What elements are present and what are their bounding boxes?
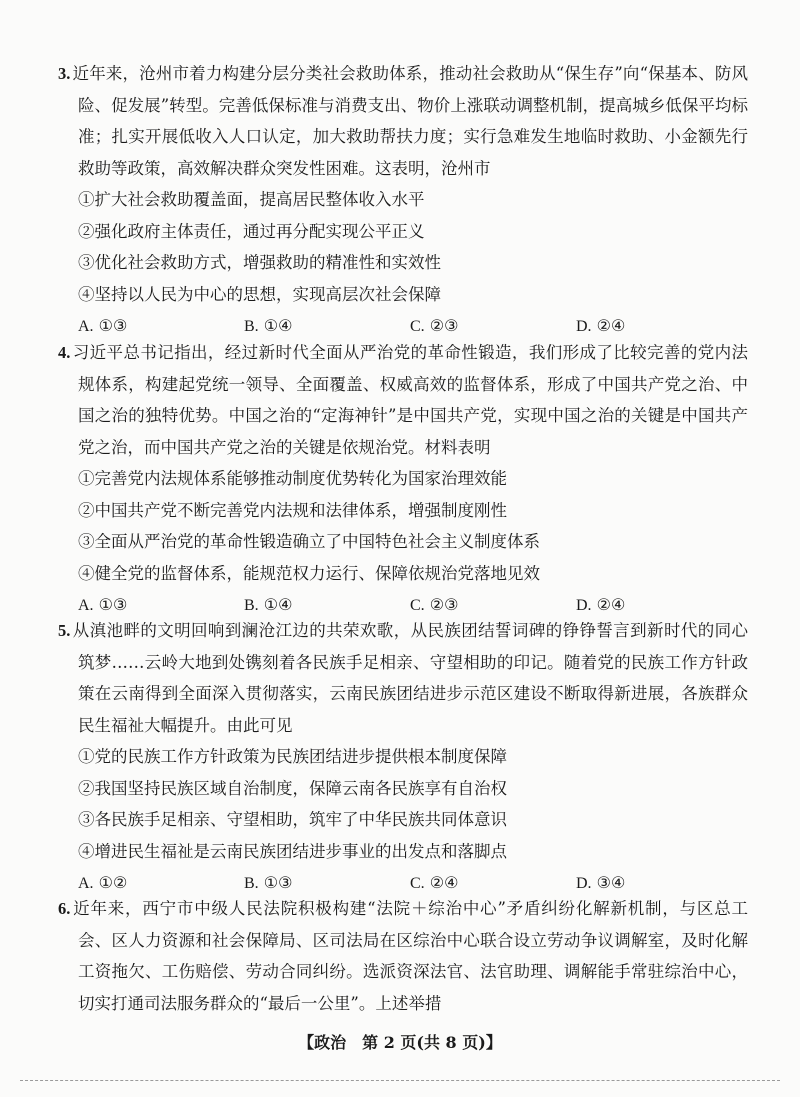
- statement-2: ②强化政府主体责任，通过再分配实现公平正义: [78, 221, 425, 241]
- option-text: ①④: [263, 316, 293, 335]
- statement-2: ②我国坚持民族区域自治制度，保障云南各民族享有自治权: [78, 778, 507, 798]
- option-text: ②④: [596, 595, 626, 614]
- option-text: ②④: [596, 316, 626, 335]
- statement-1: ①扩大社会救助覆盖面，提高居民整体收入水平: [78, 190, 425, 209]
- statement-1: ①完善党内法规体系能够推动制度优势转化为国家治理效能: [78, 469, 507, 488]
- question-6: [58, 893, 748, 1019]
- option-text: ②③: [429, 316, 459, 335]
- question-text: 习近平总书记指出，经过新时代全面从严治党的革命性锻造，我们形成了比较完善的党内法规体系，构建起党统一领导、全面覆盖、权威高效的监督体系，形成了中国共产党之治、中国之治的独特优势。中国之治的“定海神针”是中国共产党，实现中国之治的关键是中国共产党之治，而中国共产党之治的关键是依规治党。材料表明: [72, 343, 748, 457]
- option-text: ①③: [98, 316, 128, 335]
- question-stem: [58, 337, 748, 463]
- question-stem: [58, 893, 748, 1019]
- option-text: ①③: [98, 595, 128, 614]
- option-text: ①③: [263, 873, 293, 892]
- option-letter: D.: [576, 875, 592, 892]
- option-letter: A.: [78, 597, 94, 614]
- statement-4: ④增进民生福祉是云南民族团结进步事业的出发点和落脚点: [78, 841, 507, 861]
- cut-line-divider: [20, 1080, 780, 1081]
- statement-3: ③各民族手足相亲、守望相助，筑牢了中华民族共同体意识: [78, 810, 507, 829]
- option-letter: B.: [244, 875, 259, 892]
- page-footer: 【政治 第 2 页(共 8 页)】: [298, 1033, 502, 1052]
- statement-4: ④坚持以人民为中心的思想，实现高层次社会保障: [78, 284, 441, 304]
- option-letter: A.: [78, 875, 94, 892]
- option-text: ①④: [263, 595, 293, 614]
- question-3: [58, 58, 748, 343]
- option-letter: A.: [78, 318, 94, 335]
- question-text: 近年来，沧州市着力构建分层分类社会救助体系，推动社会救助从“保生存”向“保基本、防风险、促发展”转型。完善低保标准与消费支出、物价上涨联动调整机制，提高城乡低保平均标准；扎实开展低收入人口认定，加大救助帮扶力度；实行急难发生地临时救助、小金额先行救助等政策，高效解决群众突发性困难。这表明，沧州市: [72, 64, 748, 178]
- option-letter: C.: [410, 875, 425, 892]
- option-letter: C.: [410, 318, 425, 335]
- question-stem: [58, 58, 748, 184]
- question-4: [58, 337, 748, 622]
- option-letter: B.: [244, 597, 259, 614]
- statement-3: ③优化社会救助方式，增强救助的精准性和实效性: [78, 253, 441, 272]
- question-number: 6.: [58, 899, 71, 918]
- option-text: ②③: [429, 595, 459, 614]
- statement-3: ③全面从严治党的革命性锻造确立了中国特色社会主义制度体系: [78, 532, 540, 551]
- question-number: 5.: [58, 621, 71, 640]
- option-text: ②④: [429, 873, 459, 892]
- option-letter: D.: [576, 597, 592, 614]
- question-number: 3.: [58, 64, 71, 83]
- question-5: [58, 615, 748, 900]
- statement-1: ①党的民族工作方针政策为民族团结进步提供根本制度保障: [78, 747, 507, 766]
- option-letter: D.: [576, 318, 592, 335]
- question-text: 近年来，西宁市中级人民法院积极构建“法院＋综治中心”矛盾纠纷化解新机制，与区总工会、区人力资源和社会保障局、区司法局在区综治中心联合设立劳动争议调解室，及时化解工资拖欠、工伤赔偿、劳动合同纠纷。选派资深法官、法官助理、调解能手常驻综治中心，切实打通司法服务群众的“最后一公里”。上述举措: [72, 899, 748, 1013]
- option-letter: C.: [410, 597, 425, 614]
- option-text: ①②: [98, 873, 128, 892]
- statement-4: ④健全党的监督体系，能规范权力运行、保障依规治党落地见效: [78, 563, 540, 583]
- option-letter: B.: [244, 318, 259, 335]
- statement-2: ②中国共产党不断完善党内法规和法律体系，增强制度刚性: [78, 500, 507, 520]
- option-text: ③④: [596, 873, 626, 892]
- question-number: 4.: [58, 343, 71, 362]
- question-text: 从滇池畔的文明回响到澜沧江边的共荣欢歌，从民族团结誓词碑的铮铮誓言到新时代的同心筑梦……云岭大地到处镌刻着各民族手足相亲、守望相助的印记。随着党的民族工作方针政策在云南得到全面深入贯彻落实，云南民族团结进步示范区建设不断取得新进展，各族群众民生福祉大幅提升。由此可见: [72, 621, 748, 735]
- question-stem: [58, 615, 748, 741]
